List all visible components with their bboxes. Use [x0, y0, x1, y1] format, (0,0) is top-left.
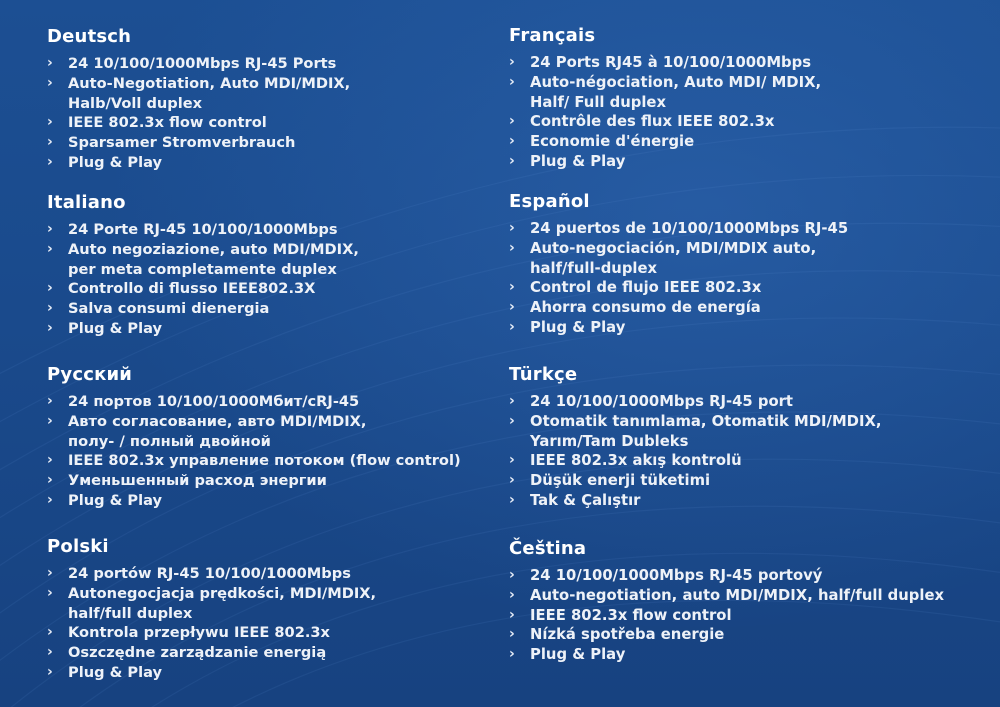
list-item: › IEEE 802.3x flow control	[47, 114, 267, 132]
chevron-right-icon: ›	[47, 221, 53, 237]
list-item: › Plug & Play	[509, 152, 626, 170]
list-item: › Düşük enerji tüketimi	[509, 472, 711, 490]
list-item: › 24 10/100/1000Mbps RJ-45 portový	[509, 567, 823, 584]
feature-list	[47, 392, 517, 511]
list-item: › Ahorra consumo de energía	[509, 299, 761, 317]
list-item: › Plug & Play	[47, 153, 163, 171]
list-item: › Kontrola przepływu IEEE 802.3x	[47, 624, 330, 642]
chevron-right-icon: ›	[509, 586, 515, 603]
feature-list	[509, 392, 979, 511]
list-item: › Plug & Play	[509, 646, 626, 664]
chevron-right-icon: ›	[47, 280, 53, 297]
chevron-right-icon: ›	[509, 54, 515, 70]
chevron-right-icon: ›	[47, 452, 53, 469]
chevron-right-icon: ›	[47, 624, 53, 641]
feature-list	[47, 564, 517, 683]
chevron-right-icon: ›	[509, 472, 515, 489]
chevron-right-icon: ›	[509, 239, 515, 256]
chevron-right-icon: ›	[509, 606, 515, 623]
list-item: › Уменьшенный расход энергии	[47, 472, 327, 490]
chevron-right-icon: ›	[47, 565, 53, 581]
chevron-right-icon: ›	[47, 134, 53, 151]
list-item: › 24 portów RJ-45 10/100/1000Mbps	[47, 565, 351, 582]
list-item: › Otomatik tanımlama, Otomatik MDI/MDIX, Yarım/Tam Dubleks	[509, 412, 882, 450]
chevron-right-icon: ›	[509, 393, 515, 409]
list-item: › 24 портов 10/100/1000Мбит/cRJ-45	[47, 393, 360, 410]
list-item: › 24 Porte RJ-45 10/100/1000Mbps	[47, 221, 338, 238]
chevron-right-icon: ›	[509, 567, 515, 583]
chevron-right-icon: ›	[509, 452, 515, 469]
section-title: Polski	[47, 536, 109, 557]
list-item: › Sparsamer Stromverbrauch	[47, 134, 296, 152]
list-item: › 24 Ports RJ45 à 10/100/1000Mbps	[509, 54, 812, 71]
chevron-right-icon: ›	[47, 240, 53, 257]
chevron-right-icon: ›	[47, 412, 53, 429]
list-item: › Plug & Play	[47, 319, 163, 337]
section-title: Русский	[47, 364, 133, 385]
section-title: Čeština	[509, 538, 587, 559]
list-item: › Controllo di flusso IEEE802.3X	[47, 280, 316, 298]
chevron-right-icon: ›	[509, 133, 515, 150]
section-italiano	[47, 192, 517, 339]
list-item: › Salva consumi dienergia	[47, 300, 270, 318]
section-title: Italiano	[47, 192, 126, 213]
list-item: › Contrôle des flux IEEE 802.3x	[509, 113, 775, 131]
chevron-right-icon: ›	[47, 644, 53, 661]
list-item: › IEEE 802.3x flow control	[509, 606, 732, 624]
chevron-right-icon: ›	[509, 73, 515, 90]
chevron-right-icon: ›	[509, 491, 515, 508]
list-item: › IEEE 802.3x akış kontrolü	[509, 452, 742, 470]
list-item: › Auto negoziazione, auto MDI/MDIX, per meta completamente duplex	[47, 240, 359, 278]
list-item: › Plug & Play	[47, 663, 163, 681]
section-title: Español	[509, 191, 590, 212]
list-item: › 24 puertos de 10/100/1000Mbps RJ-45	[509, 220, 849, 237]
section-polski	[47, 536, 517, 683]
chevron-right-icon: ›	[47, 300, 53, 317]
chevron-right-icon: ›	[509, 299, 515, 316]
list-item: › Auto-negociación, MDI/MDIX auto, half/full-duplex	[509, 239, 817, 277]
feature-list	[509, 219, 979, 338]
chevron-right-icon: ›	[47, 74, 53, 91]
list-item: › Auto-Negotiation, Auto MDI/MDIX, Halb/Voll duplex	[47, 74, 351, 112]
list-item: › Tak & Çalıştır	[509, 491, 641, 509]
list-item: › Economie d'énergie	[509, 133, 695, 151]
section-turkce	[509, 364, 979, 511]
list-item: › Control de flujo IEEE 802.3x	[509, 279, 762, 297]
list-item: › Oszczędne zarządzanie energią	[47, 644, 327, 662]
feature-list	[509, 53, 979, 172]
chevron-right-icon: ›	[47, 114, 53, 131]
feature-list	[47, 220, 517, 339]
chevron-right-icon: ›	[47, 153, 53, 170]
chevron-right-icon: ›	[47, 393, 53, 409]
feature-list	[47, 54, 517, 173]
list-item: › IEEE 802.3x управление потоком (flow control)	[47, 452, 461, 470]
chevron-right-icon: ›	[47, 584, 53, 601]
chevron-right-icon: ›	[509, 279, 515, 296]
list-item: › Plug & Play	[509, 318, 626, 336]
section-francais	[509, 25, 979, 172]
section-title: Türkçe	[509, 364, 578, 385]
section-title: Deutsch	[47, 26, 132, 47]
list-item: › Plug & Play	[47, 491, 163, 509]
chevron-right-icon: ›	[47, 663, 53, 680]
section-cestina	[509, 538, 979, 665]
chevron-right-icon: ›	[509, 113, 515, 130]
chevron-right-icon: ›	[509, 152, 515, 169]
chevron-right-icon: ›	[47, 472, 53, 489]
section-russian	[47, 364, 517, 511]
list-item: › 24 10/100/1000Mbps RJ-45 port	[509, 393, 793, 410]
list-item: › 24 10/100/1000Mbps RJ-45 Ports	[47, 55, 337, 72]
list-item: › Auto-negotiation, auto MDI/MDIX, half/full duplex	[509, 586, 945, 604]
section-espanol	[509, 191, 979, 338]
list-item: › Auto-négociation, Auto MDI/ MDIX, Half/ Full duplex	[509, 73, 822, 111]
section-title: Français	[509, 25, 596, 46]
list-item: › Авто согласование, авто MDI/MDIX, полу- / полный двойной	[47, 412, 367, 450]
chevron-right-icon: ›	[509, 220, 515, 236]
section-deutsch	[47, 26, 517, 173]
feature-list	[509, 566, 979, 665]
chevron-right-icon: ›	[509, 626, 515, 643]
chevron-right-icon: ›	[47, 491, 53, 508]
chevron-right-icon: ›	[509, 646, 515, 663]
chevron-right-icon: ›	[47, 319, 53, 336]
list-item: › Nízká spotřeba energie	[509, 626, 725, 644]
chevron-right-icon: ›	[509, 412, 515, 429]
list-item: › Autonegocjacja prędkości, MDI/MDIX, half/full duplex	[47, 584, 377, 622]
chevron-right-icon: ›	[47, 55, 53, 71]
chevron-right-icon: ›	[509, 318, 515, 335]
